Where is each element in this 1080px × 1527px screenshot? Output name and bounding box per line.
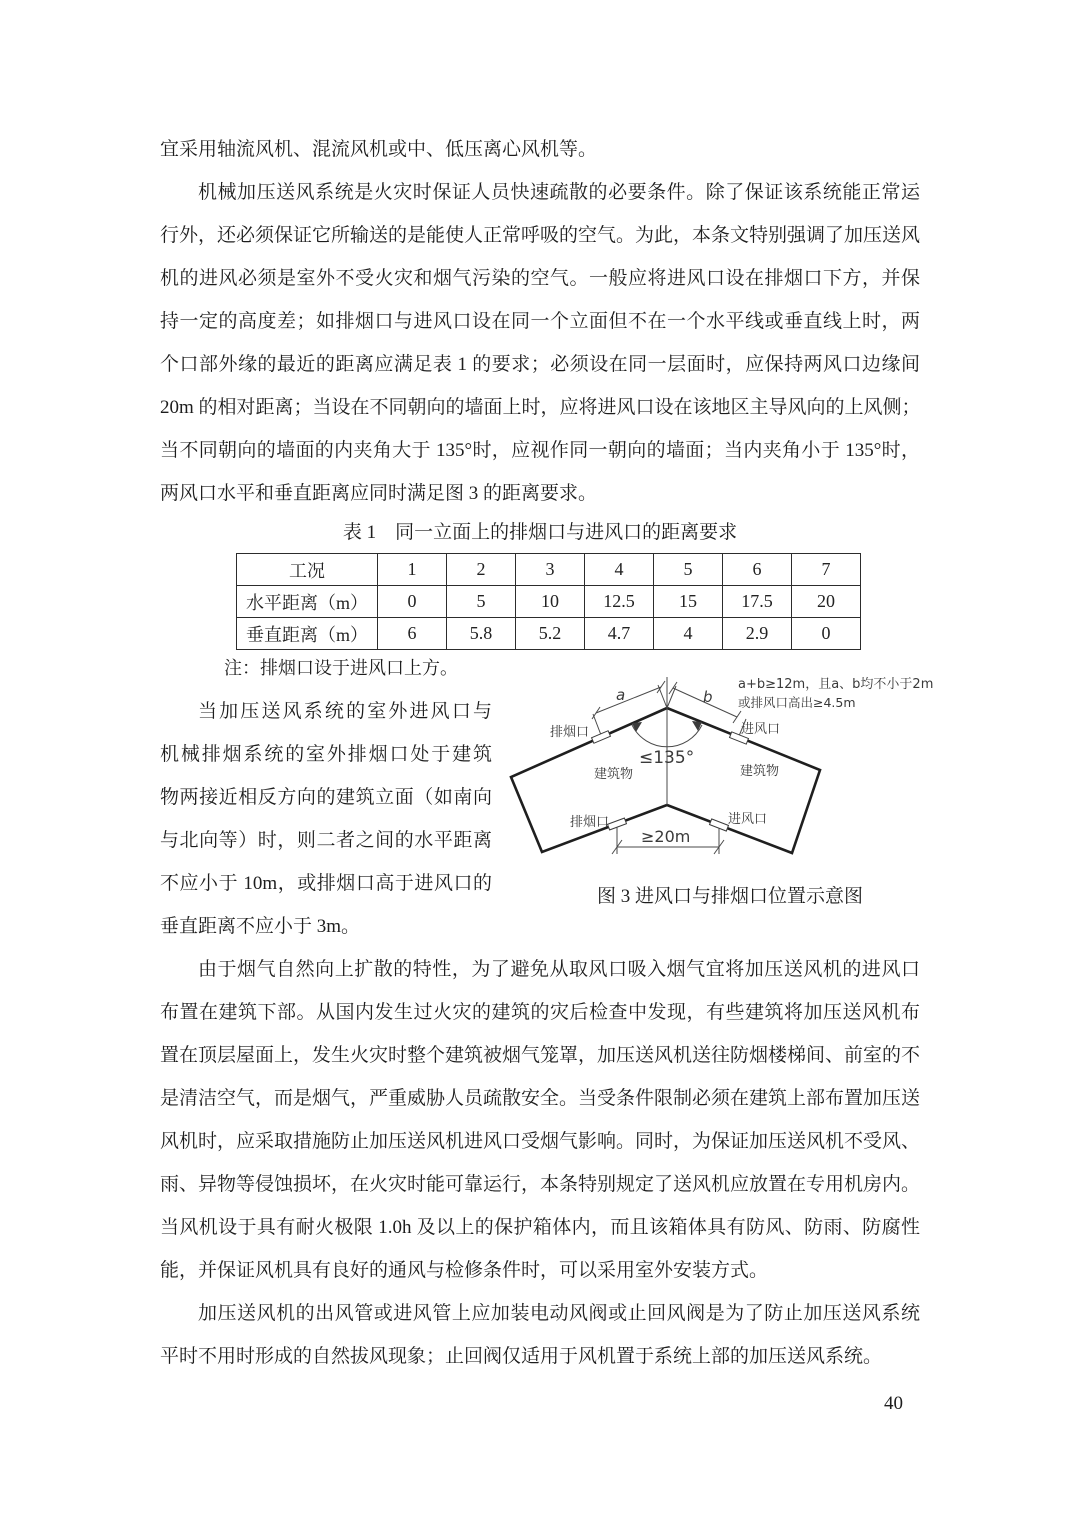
paragraph-line: 20m 的相对距离；当设在不同朝向的墙面上时，应将进风口设在该地区主导风向的上风侧； [160,397,921,418]
paragraph-line: 置在顶层屋面上，发生火灾时整个建筑被烟气笼罩，加压送风机送往防烟楼梯间、前室的不 [160,1045,921,1066]
table-cell: 2.9 [723,618,792,650]
body-paragraph-side [160,690,492,948]
table-cell: 3 [516,554,585,586]
table-cell: 5 [447,586,516,618]
table-cell: 2 [447,554,516,586]
figure-caption: 图 3 进风口与排烟口位置示意图 [596,886,863,907]
air-inlet-top-label: 进风口 [741,722,781,737]
table-row [237,618,861,650]
paragraph-line: 当加压送风系统的室外进风口与 [198,701,492,722]
building-right-label: 建筑物 [740,764,780,779]
table-cell: 4.7 [585,618,654,650]
table-cell: 4 [585,554,654,586]
paragraph-line: 当不同朝向的墙面的内夹角大于 135°时，应视作同一朝向的墙面；当内夹角小于 135°时， [160,440,920,461]
figure-annotation-line2: 或排风口高出≥4.5m [738,695,856,710]
paragraph-line: 与北向等）时，则二者之间的水平距离 [160,830,492,851]
paragraph-line: 平时不用时形成的自然拔风现象；止回阀仅适用于风机置于系统上部的加压送风系统。 [160,1346,883,1367]
figure-annotation-line1: a+b≥12m，且a、b均不小于2m [738,677,934,692]
table-cell: 4 [654,618,723,650]
table-cell: 1 [378,554,447,586]
dim-tick [733,711,741,723]
table-row [237,586,861,618]
paragraph-line: 行外，还必须保证它所输送的是能使人正常呼吸的空气。为此，本条文特别强调了加压送风 [160,225,921,246]
distance-requirements-table [236,553,861,650]
air-inlet-bottom-label: 进风口 [728,812,768,827]
dim-a-label: a [616,686,626,704]
table-cell: 6 [723,554,792,586]
dim-b-label: b [703,688,713,706]
table-row [237,554,861,586]
paragraph-line: 两风口水平和垂直距离应同时满足图 3 的距离要求。 [160,483,598,504]
dim-extension [593,714,601,735]
page-number: 40 [884,1393,903,1414]
table-row-label: 垂直距离（m） [237,618,378,650]
paragraph-line: 物两接近相反方向的建筑立面（如南向 [160,787,492,808]
table-cell: 6 [378,618,447,650]
table-cell: 0 [378,586,447,618]
dim-extension [667,686,676,708]
paragraph-line: 风机时，应采取措施防止加压送风机进风口受烟气影响。同时，为保证加压送风机不受风、 [160,1131,921,1152]
paragraph-line: 能，并保证风机具有良好的通风与检修条件时，可以采用室外安装方式。 [160,1260,769,1281]
dim-20m-label: ≥20m [641,827,691,846]
table-cell: 7 [792,554,861,586]
paragraph-line: 机的进风必须是室外不受火灾和烟气污染的空气。一般应将进风口设在排烟口下方，并保 [160,268,920,289]
dim-extension [658,685,667,708]
table-cell: 5.2 [516,618,585,650]
figure-3 [500,663,960,908]
paragraph-line: 机械排烟系统的室外排烟口处于建筑 [160,744,492,765]
paragraph-line: 垂直距离不应小于 3m。 [160,916,361,937]
smoke-outlet-bottom-label: 排烟口 [570,815,610,830]
paragraph-line: 加压送风机的出风管或进风管上应加装电动风阀或止回风阀是为了防止加压送风系统 [198,1303,920,1324]
paragraph-line: 机械加压送风系统是火灾时保证人员快速疏散的必要条件。除了保证该系统能正常运 [198,182,920,203]
table-row-label: 水平距离（m） [237,586,378,618]
table-cell: 10 [516,586,585,618]
paragraph-line: 是清洁空气，而是烟气，严重威胁人员疏散安全。当受条件限制必须在建筑上部布置加压送 [160,1088,921,1109]
smoke-outlet-top-label: 排烟口 [550,725,590,740]
paragraph-line: 宜采用轴流风机、混流风机或中、低压离心风机等。 [160,139,598,160]
table-note: 注：排烟口设于进风口上方。 [224,658,458,678]
table-title: 表 1 同一立面上的排烟口与进风口的距离要求 [342,522,738,543]
table-cell: 17.5 [723,586,792,618]
arc-arrowhead-right [692,721,702,731]
body-paragraphs-top [160,128,920,515]
paragraph-line: 雨、异物等侵蚀损坏，在火灾时能可靠运行，本条特别规定了送风机应放置在专用机房内。 [160,1174,921,1195]
paragraph-line: 持一定的高度差；如排烟口与进风口设在同一个立面但不在一个水平线或垂直线上时，两 [160,311,920,332]
dim-tick [592,707,600,719]
body-paragraphs-bottom [160,948,920,1378]
figure-3-drawing [500,663,960,868]
paragraph-line: 不应小于 10m，或排烟口高于进风口的 [160,873,492,894]
table-cell: 20 [792,586,861,618]
building-left-label: 建筑物 [594,767,634,782]
table-cell: 0 [792,618,861,650]
paragraph-line: 布置在建筑下部。从国内发生过火灾的建筑的灾后检查中发现，有些建筑将加压送风机布 [160,1002,920,1023]
angle-label: ≤135° [639,748,695,768]
table-header-cell: 工况 [237,554,378,586]
table-cell: 5.8 [447,618,516,650]
table-cell: 12.5 [585,586,654,618]
dimension-line-a [596,687,661,713]
paragraph-line: 当风机设于具有耐火极限 1.0h 及以上的保护箱体内，而且该箱体具有防风、防雨、防腐性 [160,1217,920,1238]
table-cell: 15 [654,586,723,618]
smoke-outlet-top-opening [592,731,611,744]
paragraph-line: 个口部外缘的最近的距离应满足表 1 的要求；必须设在同一层面时，应保持两风口边缘间 [160,354,920,375]
table-cell: 5 [654,554,723,586]
paragraph-line: 由于烟气自然向上扩散的特性，为了避免从取风口吸入烟气宜将加压送风机的进风口 [198,959,920,980]
dim-tick [657,681,665,693]
